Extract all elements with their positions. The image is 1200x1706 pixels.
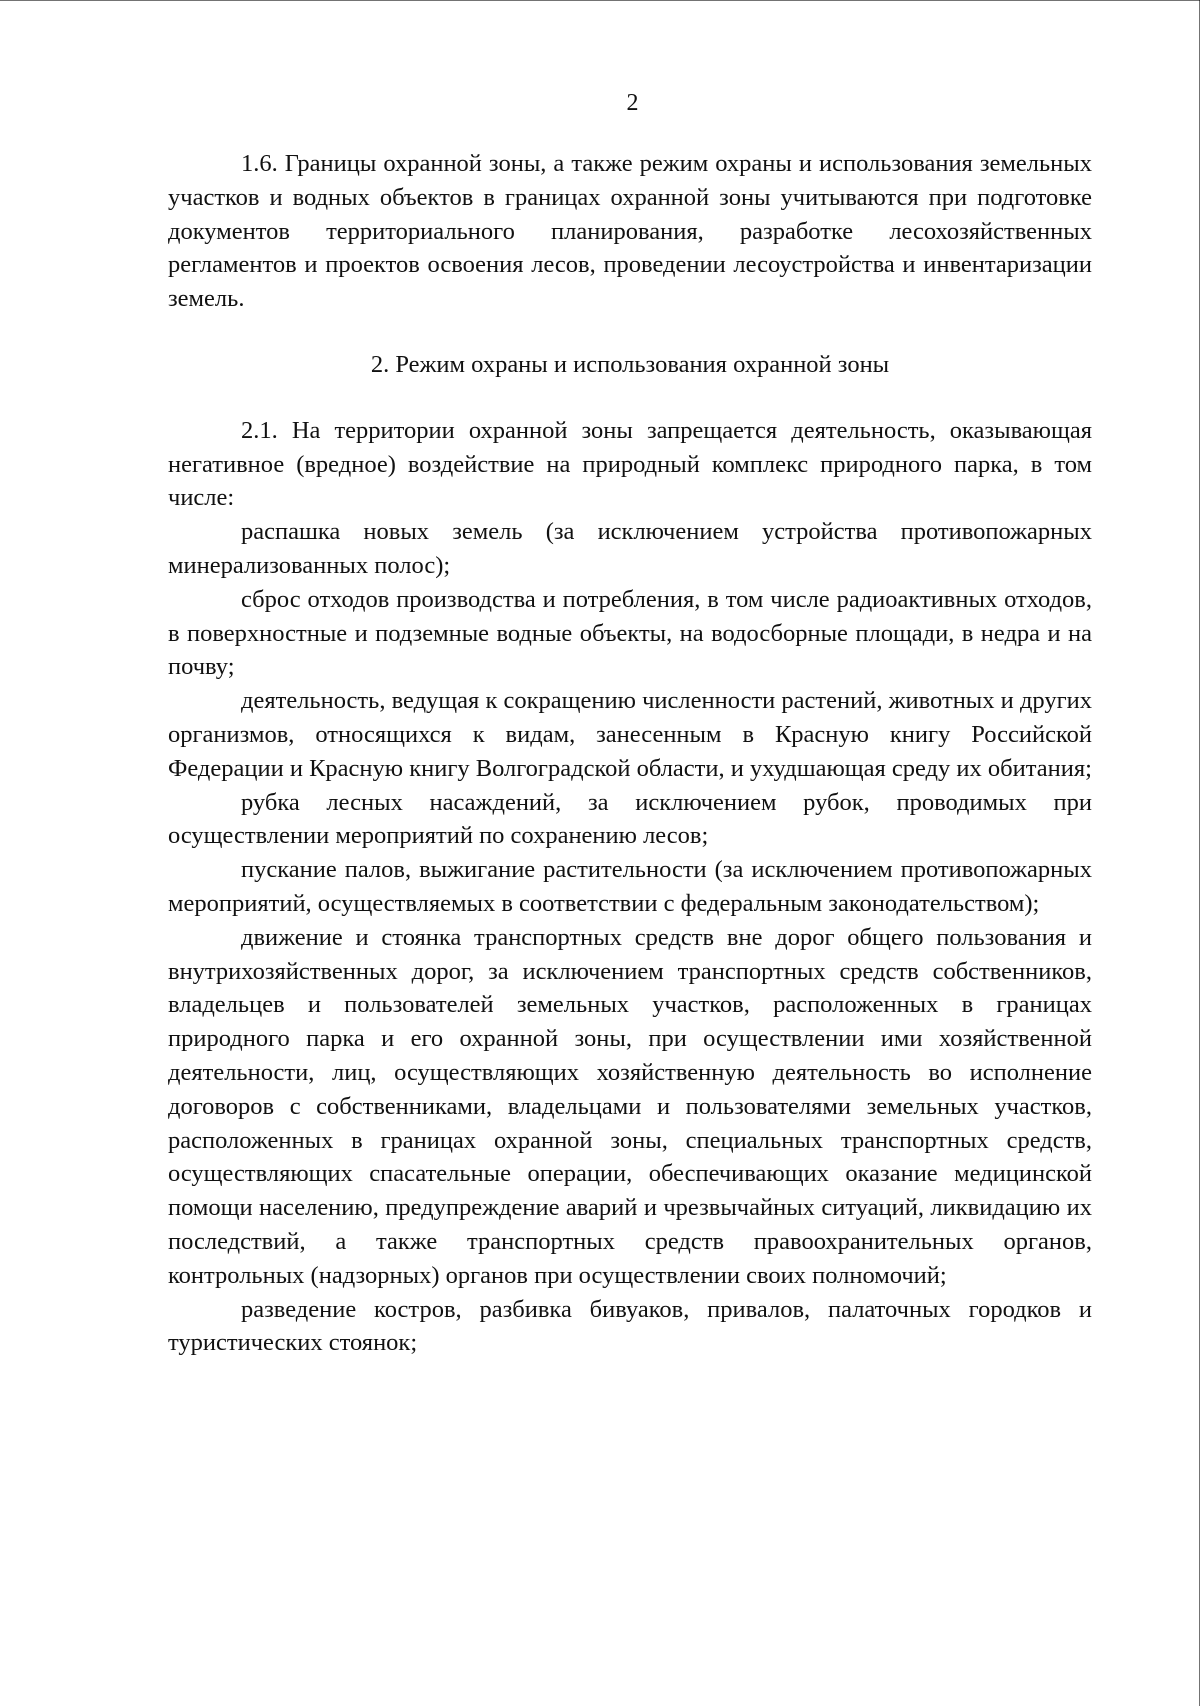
list-item-species-reduction: деятельность, ведущая к сокращению численности растений, животных и других организмов, относящихся к видам, занесенным в Красную книгу Российской Федерации и Красную книгу Волгоградской области, и ухудшающая среду их обитания; (168, 687, 1092, 782)
list-item-plowing: распашка новых земель (за исключением устройства противопожарных минерализованных полос); (168, 518, 1092, 579)
section-heading: 2. Режим охраны и использования охранной зоны (370, 350, 890, 378)
paragraph-2-1: 2.1. На территории охранной зоны запрещается деятельность, оказывающая негативное (вредное) воздействие на природный комплекс природного парка, в том числе: (168, 416, 1092, 512)
list-item-waste-discharge: сброс отходов производства и потребления, в том числе радиоактивных отходов, в поверхностные и подземные водные объекты, на водосборные площади, в недра и на почву; (168, 585, 1092, 681)
list-item-campfires: разведение костров, разбивка бивуаков, привалов, палаточных городков и туристических стоянок; (168, 1295, 1092, 1357)
list-item-vehicles: движение и стоянка транспортных средств вне дорог общего пользования и внутрихозяйственных дорог, за исключением транспортных средств собственников, владельцев и пользователей земельных участков, расположенных в границах природного парка и его охранной зоны, при осуществлении ими хозяйственной деятельности, лиц, осуществляющих хозяйственную деятельность во исполнение договоров с собственниками, владельцами и пользователями земельных участков, расположенных в границах охранной зоны, специальных транспортных средств, осуществляющих спасательные операции, обеспечивающих оказание медицинской помощи населению, предупреждение аварий и чрезвычайных ситуаций, ликвидацию их последствий, а также транспортных средств правоохранительных органов, контрольных (надзорных) органов при осуществлении своих полномочий; (168, 923, 1092, 1289)
list-item-logging: рубка лесных насаждений, за исключением рубок, проводимых при осуществлении мероприятий по сохранению лесов; (168, 788, 1092, 850)
scan-edge-top (0, 0, 1200, 1)
page-number: 2 (626, 90, 639, 116)
list-item-burning: пускание палов, выжигание растительности (за исключением противопожарных мероприятий, осуществляемых в соответствии с федеральным законодательством); (168, 856, 1092, 917)
paragraph-1-6: 1.6. Границы охранной зоны, а также режим охраны и использования земельных участков и водных объектов в границах охранной зоны учитываются при подготовке документов территориального планирования, разработке лесохозяйственных регламентов и проектов освоения лесов, проведении лесоустройства и инвентаризации земель. (168, 150, 1092, 313)
document-body (168, 147, 1092, 1360)
